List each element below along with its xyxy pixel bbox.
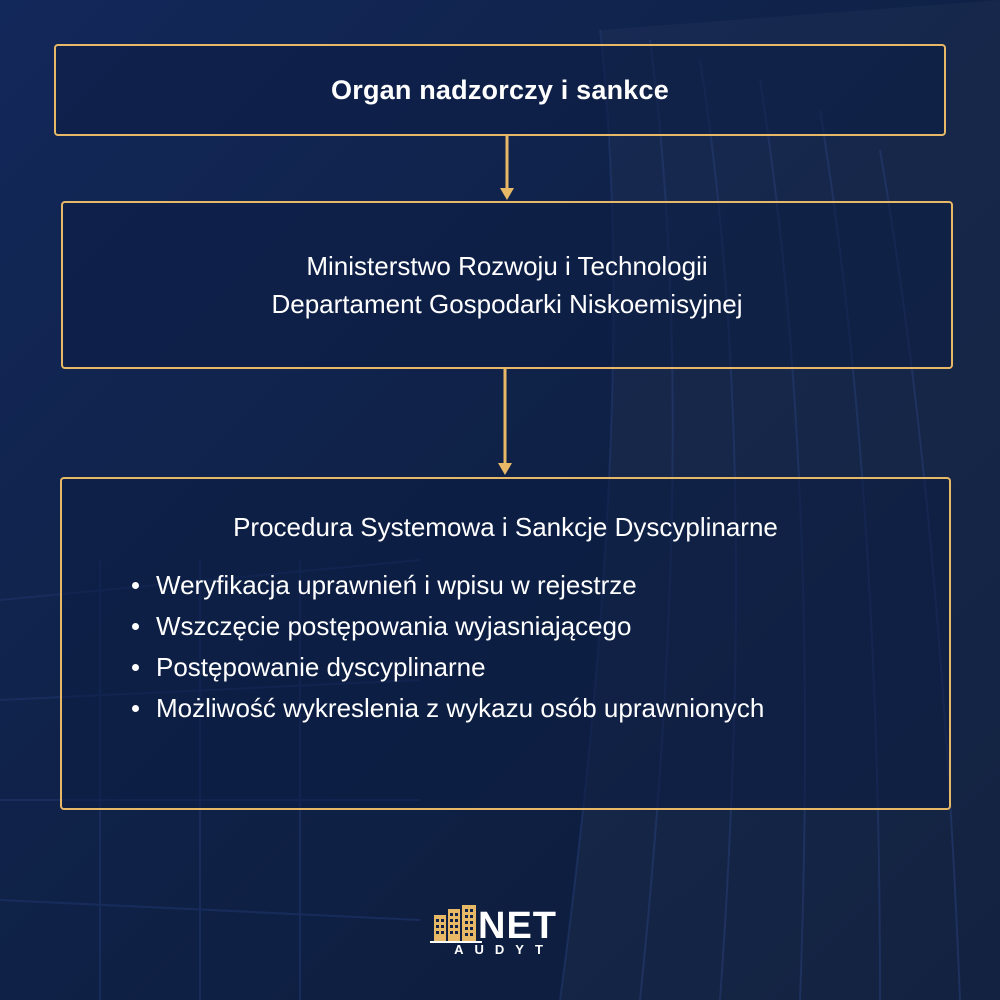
list-item-text: Możliwość wykreslenia z wykazu osób uprawnionych (156, 693, 765, 723)
ministry-box (61, 201, 953, 369)
supervisory-authority-title: Organ nadzorczy i sankce (331, 74, 669, 105)
list-item (156, 565, 856, 606)
building-icon (430, 905, 482, 943)
department-name: Departament Gospodarki Niskoemisyjnej (271, 289, 743, 319)
arrow-down-icon (497, 136, 517, 202)
bullet-icon (132, 623, 139, 630)
list-item-text: Wszczęcie postępowania wyjasniającego (156, 611, 632, 641)
bullet-icon (132, 705, 139, 712)
arrow-down-icon (495, 369, 515, 477)
procedure-box (60, 477, 951, 810)
procedure-list (156, 565, 856, 729)
supervisory-authority-box (54, 44, 946, 136)
logo-text: NET (478, 905, 557, 947)
list-item (156, 688, 856, 729)
procedure-heading: Procedura Systemowa i Sankcje Dyscyplinarne (233, 512, 778, 542)
logo-subtext: AUDYT (454, 942, 554, 957)
bullet-icon (132, 664, 139, 671)
list-item-text: Weryfikacja uprawnień i wpisu w rejestrze (156, 570, 637, 600)
ministry-name: Ministerstwo Rozwoju i Technologii (306, 251, 708, 281)
bullet-icon (132, 582, 139, 589)
list-item (156, 606, 856, 647)
netaudyt-logo (430, 905, 570, 961)
list-item-text: Postępowanie dyscyplinarne (156, 652, 486, 682)
list-item (156, 647, 856, 688)
